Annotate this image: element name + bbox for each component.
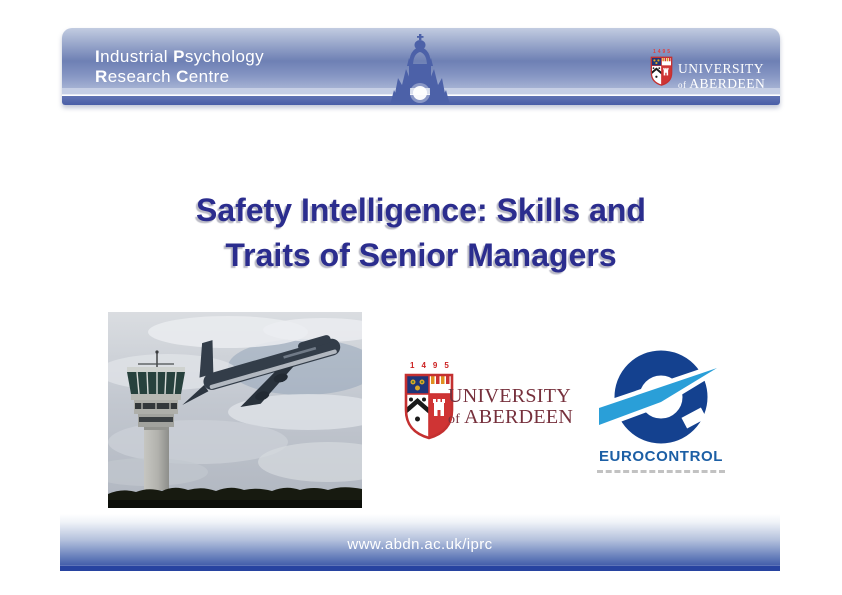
footer-dark-strip bbox=[60, 565, 780, 571]
slide-title bbox=[0, 188, 842, 278]
header-university-line1: UNIVERSITY bbox=[678, 61, 764, 76]
brand-title bbox=[95, 47, 264, 87]
brand-line-1: Industrial Psychology bbox=[95, 47, 265, 66]
kings-college-crown-icon bbox=[390, 34, 450, 105]
brand-line-2: Research Centre bbox=[95, 67, 230, 86]
slide-title-line1: Safety Intelligence: Skills and bbox=[196, 192, 646, 228]
aberdeen-logo-name bbox=[448, 386, 573, 430]
aberdeen-crest-year: 1495 bbox=[410, 361, 456, 370]
header-banner bbox=[62, 28, 780, 105]
aberdeen-crest-icon bbox=[650, 55, 673, 87]
footer-url: www.abdn.ac.uk/iprc bbox=[347, 536, 493, 553]
header-university-name bbox=[678, 61, 765, 93]
slide-title-line2: Traits of Senior Managers bbox=[225, 237, 617, 273]
eurocontrol-logo-name: EUROCONTROL bbox=[598, 448, 724, 465]
header-university-line2: of ABERDEEN bbox=[678, 76, 766, 91]
eurocontrol-dashed-line bbox=[597, 470, 725, 473]
aberdeen-logo-line2: of ABERDEEN bbox=[448, 406, 574, 428]
control-tower-aircraft-photo bbox=[108, 312, 362, 508]
eurocontrol-logo-icon bbox=[597, 342, 725, 446]
aberdeen-logo-line1: UNIVERSITY bbox=[448, 385, 571, 407]
footer-banner bbox=[60, 514, 780, 571]
header-crest-year: 1495 bbox=[652, 49, 673, 55]
